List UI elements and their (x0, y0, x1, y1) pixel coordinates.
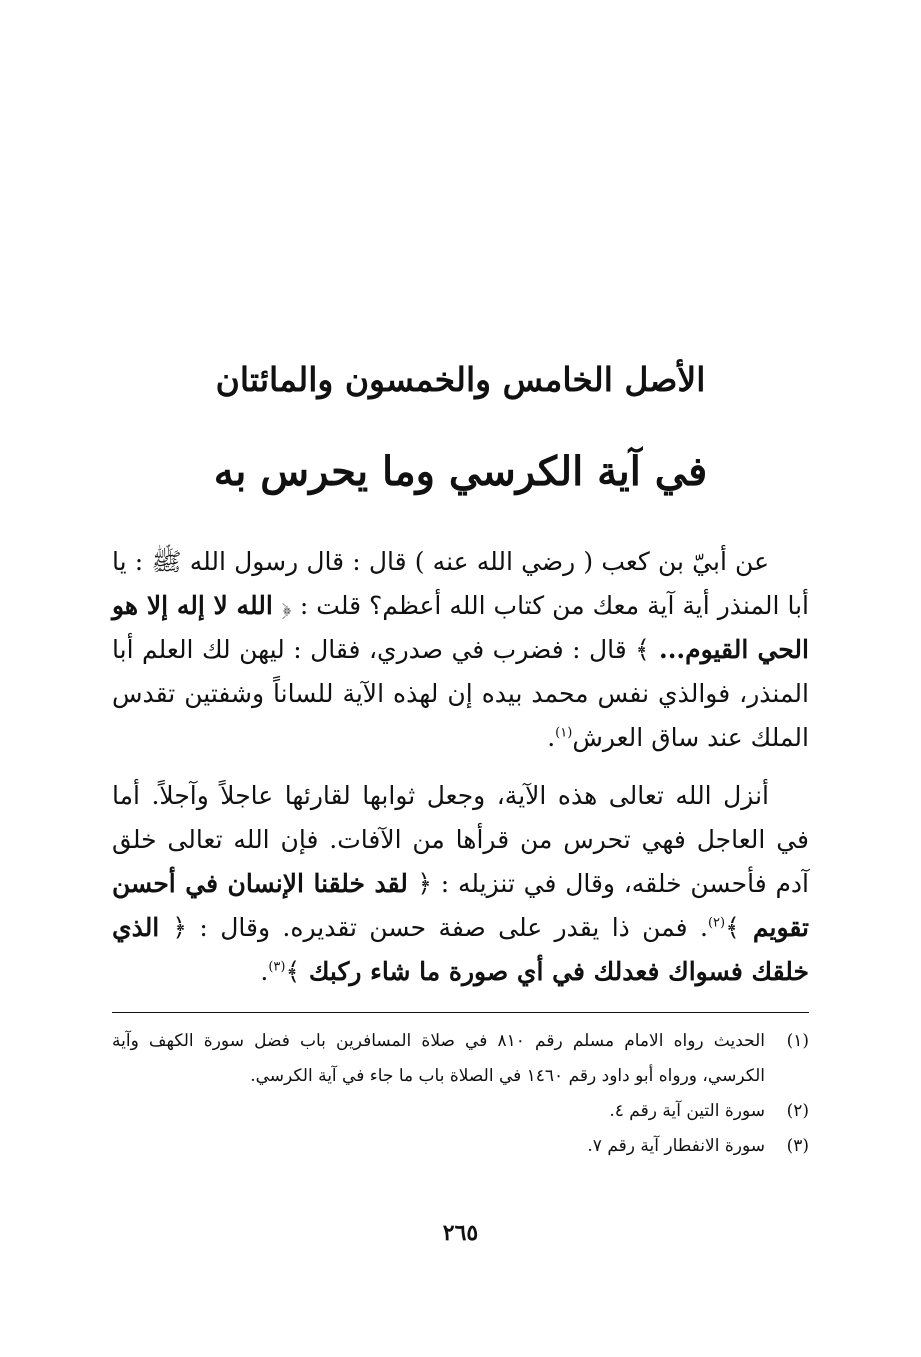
footnote-reference: (١) (555, 725, 573, 741)
paragraph-hadith (112, 540, 809, 760)
quran-quote-text: الذي خلقك فسواك فعدلك في أي صورة ما شاء ركبك (112, 913, 809, 986)
quran-bracket-open: ﴿ (172, 913, 188, 942)
quran-quote-text: الله لا إله إلا هو الحي القيوم... (112, 591, 809, 664)
footnote-item (112, 1094, 809, 1129)
footnote-text: سورة التين آية رقم ٤. (609, 1101, 765, 1121)
paragraph-end: . (547, 723, 556, 752)
paragraph-text: أنزل الله تعالى هذه الآية، وجعل ثوابها لقارئها عاجلاً وآجلاً. أما في العاجل فهي تحرس من قرأها من الآفات. فإن الله تعالى خلق آدم فأحسن خلقه، وقال في تنزيله : (112, 781, 809, 898)
footnote-number: (١) (786, 1031, 809, 1051)
footnote-divider (112, 1012, 809, 1013)
paragraph-end: . (260, 957, 269, 986)
footnote-item (112, 1024, 809, 1094)
footnotes (112, 1024, 809, 1164)
footnote-number: (٣) (786, 1136, 809, 1156)
footnote-reference: (٣) (268, 959, 286, 975)
quran-bracket-close: ﴾ (725, 913, 740, 942)
chapter-heading: الأصل الخامس والخمسون والمائتان (215, 360, 706, 399)
footnote-text: سورة الانفطار آية رقم ٧. (587, 1136, 765, 1156)
footnote-number: (٢) (786, 1101, 809, 1121)
page-number: ٢٦٥ (442, 1220, 479, 1246)
paragraph-text: قال : فضرب في صدري، فقال : ليهن لك العلم أبا المنذر، فوالذي نفس محمد بيده إن لهذه الآية للساناً وشفتين تقدس الملك عند ساق العرش (112, 635, 809, 752)
footnote-reference: (٢) (707, 915, 726, 931)
quran-bracket-open: ﴿ (281, 591, 292, 620)
quran-quote-text: لقد خلقنا الإنسان في أحسن تقويم (112, 869, 809, 942)
footnote-item (112, 1129, 809, 1164)
quran-bracket-close: ﴾ (285, 957, 301, 986)
paragraph-text: عن أبيّ بن كعب ( رضي الله عنه ) قال : قال رسول الله ﷺ : يا أبا المنذر أية آية معك من كتاب الله أعظم؟ قلت : (112, 547, 809, 620)
quran-bracket-close: ﴾ (635, 635, 650, 664)
paragraph-commentary (112, 774, 809, 994)
quran-bracket-open: ﴿ (417, 869, 433, 898)
chapter-subheading: في آية الكرسي وما يحرس به (213, 448, 708, 495)
footnote-text: الحديث رواه الامام مسلم رقم ٨١٠ في صلاة المسافرين باب فضل سورة الكهف وآية الكرسي، ورواه أبو داود رقم ١٤٦٠ في الصلاة باب ما جاء في آية الكرسي. (112, 1031, 765, 1086)
paragraph-text: . فمن ذا يقدر على صفة حسن تقديره. وقال : (187, 913, 708, 942)
